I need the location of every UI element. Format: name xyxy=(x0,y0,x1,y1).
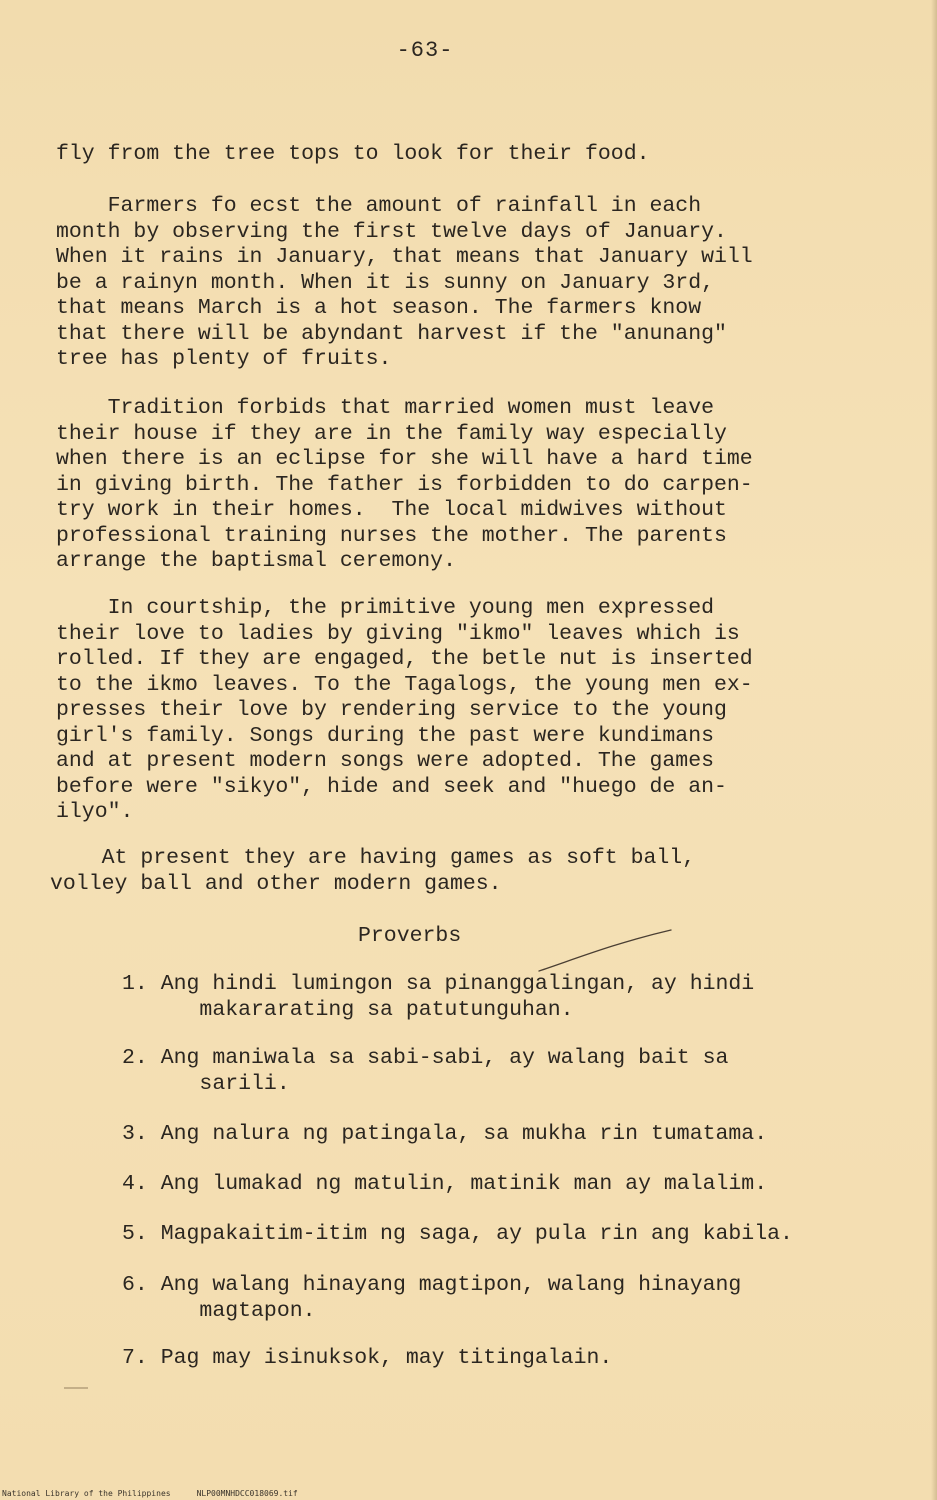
footer-filename: NLP00MNHDCC018069.tif xyxy=(196,1489,298,1498)
paragraph-modern-games: At present they are having games as soft ball, volley ball and other modern games. xyxy=(50,846,696,896)
proverb-item: 4. Ang lumakad ng matulin, matinik man ay malalim. xyxy=(122,1172,768,1196)
footer-library: National Library of the Philippines xyxy=(2,1489,171,1498)
proverb-item: 7. Pag may isinuksok, may titingalain. xyxy=(122,1346,613,1370)
page-number: -63- xyxy=(396,38,454,63)
page-edge-shadow xyxy=(931,0,937,1500)
paragraph-rainfall-forecast: Farmers fo ecst the amount of rainfall in each month by observing the first twelve days of January. When it rains in January, that means that January will be a rainyn month. When it is sunny on January 3rd, that means March is a hot season. The farmers know that there will be abyndant harvest if the "anunang" tree has plenty of fruits. xyxy=(56,194,753,371)
stray-mark xyxy=(64,1387,88,1389)
proverbs-heading: Proverbs xyxy=(358,924,462,948)
proverb-item: 1. Ang hindi lumingon sa pinanggalingan, ay hindi makararating sa patutunguhan. xyxy=(122,972,755,1022)
paragraph-courtship: In courtship, the primitive young men expressed their love to ladies by giving "ikmo" leaves which is rolled. If they are engaged, the betle nut is inserted to the ikmo leaves. To the Tagalogs, the young men ex- presses their love by rendering service to the young girl's family. Songs during the past were kundimans and at present modern songs were adopted. The games before were "sikyo", hide and seek and "huego de an- ilyo". xyxy=(56,596,753,824)
scan-footer xyxy=(2,1489,298,1498)
proverb-item: 6. Ang walang hinayang magtipon, walang hinayang magtapon. xyxy=(122,1273,742,1323)
paragraph-birds: fly from the tree tops to look for their food. xyxy=(56,142,650,166)
paragraph-birth-traditions: Tradition forbids that married women must leave their house if they are in the family way especially when there is an eclipse for she will have a hard time in giving birth. The father is forbidden to do carpen- try work in their homes. The local midwives without professional training nurses the mother. The parents arrange the baptismal ceremony. xyxy=(56,396,753,573)
pen-stroke-mark xyxy=(535,925,675,975)
proverb-item: 2. Ang maniwala sa sabi-sabi, ay walang bait sa sarili. xyxy=(122,1046,729,1096)
proverb-item: 5. Magpakaitim-itim ng saga, ay pula rin ang kabila. xyxy=(122,1222,793,1246)
proverb-item: 3. Ang nalura ng patingala, sa mukha rin tumatama. xyxy=(122,1122,768,1146)
